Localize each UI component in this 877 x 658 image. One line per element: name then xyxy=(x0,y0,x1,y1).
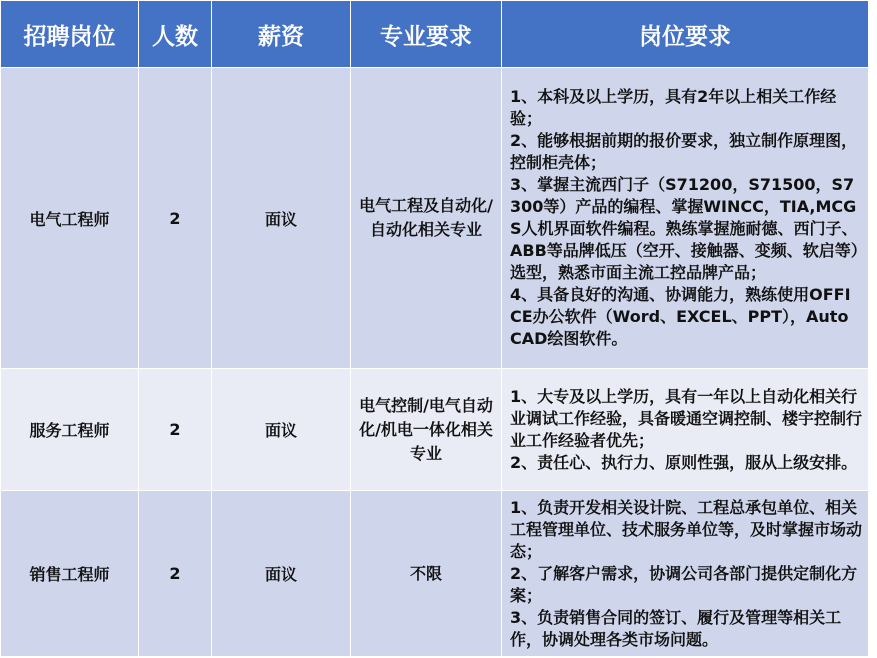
cell-requirements xyxy=(502,491,869,657)
requirement-item: 4、具备良好的沟通、协调能力，熟练使用OFFICE办公软件（Word、EXCEL、PPT），Auto CAD绘图软件。 xyxy=(510,285,851,348)
requirement-item: 3、掌握主流西门子（S71200，S71500，S7300等）产品的编程、掌握WINCC，TIA,MCGS人机界面软件编程。熟练掌握施耐德、西门子、ABB等品牌低压（空开、接触器、变频、软启等）选型，熟悉市面主流工控品牌产品； xyxy=(510,175,859,282)
cell-count: 2 xyxy=(139,68,212,369)
header-salary: 薪资 xyxy=(212,1,351,68)
cell-count: 2 xyxy=(139,491,212,657)
cell-major: 电气控制/电气自动化/机电一体化相关专业 xyxy=(351,369,502,491)
header-requirements: 岗位要求 xyxy=(502,1,869,68)
table-row xyxy=(1,491,869,657)
header-major: 专业要求 xyxy=(351,1,502,68)
requirement-item: 2、责任心、执行力、原则性强，服从上级安排。 xyxy=(510,452,858,472)
cell-major: 不限 xyxy=(351,491,502,657)
requirement-item: 2、了解客户需求，协调公司各部门提供定制化方案； xyxy=(510,563,858,605)
cell-requirements xyxy=(502,68,869,369)
cell-requirements xyxy=(502,369,869,491)
cell-salary: 面议 xyxy=(212,68,351,369)
requirement-item: 1、本科及以上学历，具有2年以上相关工作经验； xyxy=(510,87,837,128)
cell-position: 销售工程师 xyxy=(1,491,139,657)
table-row xyxy=(1,68,869,369)
cell-count: 2 xyxy=(139,369,212,491)
requirement-item: 1、大专及以上学历，具有一年以上自动化相关行业调试工作经验，具备暖通空调控制、楼宇控制行业工作经验者优先； xyxy=(510,386,863,450)
requirement-item: 3、负责销售合同的签订、履行及管理等相关工作，协调处理各类市场问题。 xyxy=(510,607,842,649)
table-row xyxy=(1,369,869,491)
cell-salary: 面议 xyxy=(212,491,351,657)
header-position: 招聘岗位 xyxy=(1,1,139,68)
cell-position: 电气工程师 xyxy=(1,68,139,369)
table-header-row xyxy=(1,1,869,68)
requirement-item: 2、能够根据前期的报价要求，独立制作原理图，控制柜壳体； xyxy=(510,131,858,172)
cell-salary: 面议 xyxy=(212,369,351,491)
cell-major: 电气工程及自动化/自动化相关专业 xyxy=(351,68,502,369)
requirement-item: 1、负责开发相关设计院、工程总承包单位、相关工程管理单位、技术服务单位等，及时掌握市场动态； xyxy=(510,497,863,561)
header-count: 人数 xyxy=(139,1,212,68)
cell-position: 服务工程师 xyxy=(1,369,139,491)
